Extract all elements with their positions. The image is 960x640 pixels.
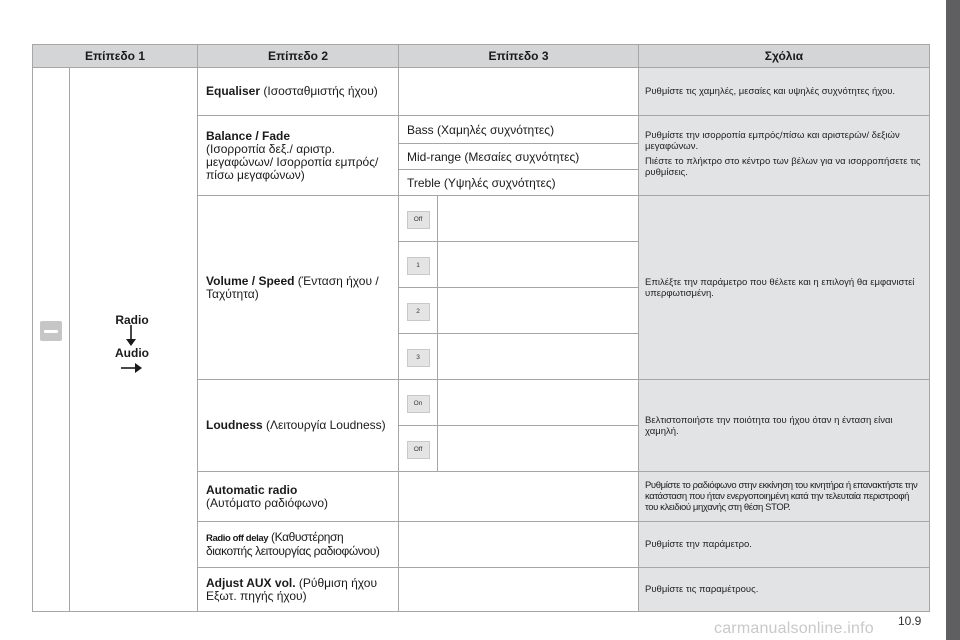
- aux-level3: [399, 568, 639, 612]
- volume-opt-3: 3: [407, 349, 430, 367]
- automatic-title: Automatic radio: [206, 482, 298, 497]
- volume-title: Volume / Speed: [206, 273, 295, 288]
- aux-desc: (Ρύθμιση ήχου Εξωτ. πηγής ήχου): [206, 575, 378, 603]
- header-level2: Επίπεδο 2: [198, 45, 399, 68]
- header-row: [33, 45, 930, 68]
- automatic-level3: [399, 472, 639, 522]
- volume-opt-off: Off: [407, 211, 430, 229]
- loudness-blank-1: [438, 380, 639, 426]
- volume-opt-2: 2: [407, 303, 430, 321]
- balance-title: Balance / Fade: [206, 128, 291, 143]
- settings-table: [32, 44, 930, 612]
- loudness-opt-off: Off: [407, 441, 430, 459]
- balance-label: [198, 116, 399, 196]
- aux-comment: Ρυθμίστε τις παραμέτρους.: [639, 568, 930, 612]
- arrow-right-icon: [121, 362, 143, 374]
- offdelay-comment: Ρυθμίστε την παράμετρο.: [639, 522, 930, 568]
- arrow-down-icon: [125, 325, 137, 347]
- volume-comment: Επιλέξτε την παράμετρο που θέλετε και η επιλογή θα εμφανιστεί υπερφωτισμένη.: [639, 196, 930, 380]
- equaliser-level3: [399, 68, 639, 116]
- loudness-desc: (Λειτουργία Loudness): [262, 418, 386, 432]
- offdelay-desc: (Καθυστέρηση διακοπής λειτουργίας ραδιοφώνου): [206, 530, 380, 558]
- offdelay-title: Radio off delay: [206, 533, 269, 544]
- volume-blank-1: [438, 196, 639, 242]
- volume-opt-2-cell: [399, 288, 438, 334]
- volume-opt-1-cell: [399, 242, 438, 288]
- row-equaliser: [33, 68, 930, 116]
- loudness-label: [198, 380, 399, 472]
- header-level3: Επίπεδο 3: [399, 45, 639, 68]
- aux-label: [198, 568, 399, 612]
- watermark: carmanualsonline.info: [714, 620, 874, 637]
- header-comments: Σχόλια: [639, 45, 930, 68]
- volume-desc: (Ένταση ήχου / Ταχύτητα): [206, 273, 379, 301]
- offdelay-level3: [399, 522, 639, 568]
- loudness-blank-2: [438, 426, 639, 472]
- automatic-desc: (Αυτόματο ραδιόφωνο): [206, 495, 329, 510]
- offdelay-label: [198, 522, 399, 568]
- volume-label: [198, 196, 399, 380]
- automatic-comment: Ρυθμίστε το ραδιόφωνο στην εκκίνηση του κινητήρα ή επανακτήστε την κατάσταση που ήταν ενεργοποιημένη κατά την τελευταία περιστροφή του κλειδιού μηχανής στη θέση STOP.: [639, 472, 930, 522]
- balance-comment: [639, 116, 930, 196]
- balance-comment-2: Πιέστε το πλήκτρο στο κέντρο των βέλων για να ισορροπήσετε τις ρυθμίσεις.: [645, 155, 921, 178]
- balance-comment-1: Ρυθμίστε την ισορροπία εμπρός/πίσω και αριστερών/ δεξιών μεγαφώνων.: [645, 129, 900, 152]
- loudness-opt-on: On: [407, 395, 430, 413]
- equaliser-comment: Ρυθμίστε τις χαμηλές, μεσαίες και υψηλές συχνότητες ήχου.: [639, 68, 930, 116]
- volume-blank-4: [438, 334, 639, 380]
- page-edge-tab: [946, 0, 960, 640]
- volume-opt-3-cell: [399, 334, 438, 380]
- volume-blank-3: [438, 288, 639, 334]
- level1-audio: Audio: [115, 346, 149, 360]
- aux-title: Adjust AUX vol.: [206, 575, 296, 590]
- equaliser-title: Equaliser: [206, 84, 261, 98]
- balance-bass: Bass (Χαμηλές συχνότητες): [399, 116, 639, 144]
- volume-opt-1: 1: [407, 257, 430, 275]
- balance-desc: (Ισορροπία δεξ./ αριστρ. μεγαφώνων/ Ισορροπία εμπρός/πίσω μεγαφώνων): [206, 141, 379, 182]
- loudness-opt-off-cell: [399, 426, 438, 472]
- level1-radio: Radio: [115, 313, 149, 327]
- header-level1: Επίπεδο 1: [33, 45, 198, 68]
- balance-treble: Treble (Υψηλές συχνότητες): [399, 170, 639, 196]
- equaliser-label: [198, 68, 399, 116]
- automatic-label: [198, 472, 399, 522]
- loudness-opt-on-cell: [399, 380, 438, 426]
- volume-opt-off-cell: [399, 196, 438, 242]
- menu-button-icon: [40, 321, 62, 341]
- equaliser-desc: (Ισοσταθμιστής ήχου): [260, 84, 378, 98]
- page-number: 10.9: [898, 614, 922, 628]
- volume-blank-2: [438, 242, 639, 288]
- loudness-title: Loudness: [206, 418, 263, 432]
- loudness-comment: Βελτιστοποιήστε την ποιότητα του ήχου όταν η ένταση είναι χαμηλή.: [639, 380, 930, 472]
- balance-mid: Mid-range (Μεσαίες συχνότητες): [399, 144, 639, 170]
